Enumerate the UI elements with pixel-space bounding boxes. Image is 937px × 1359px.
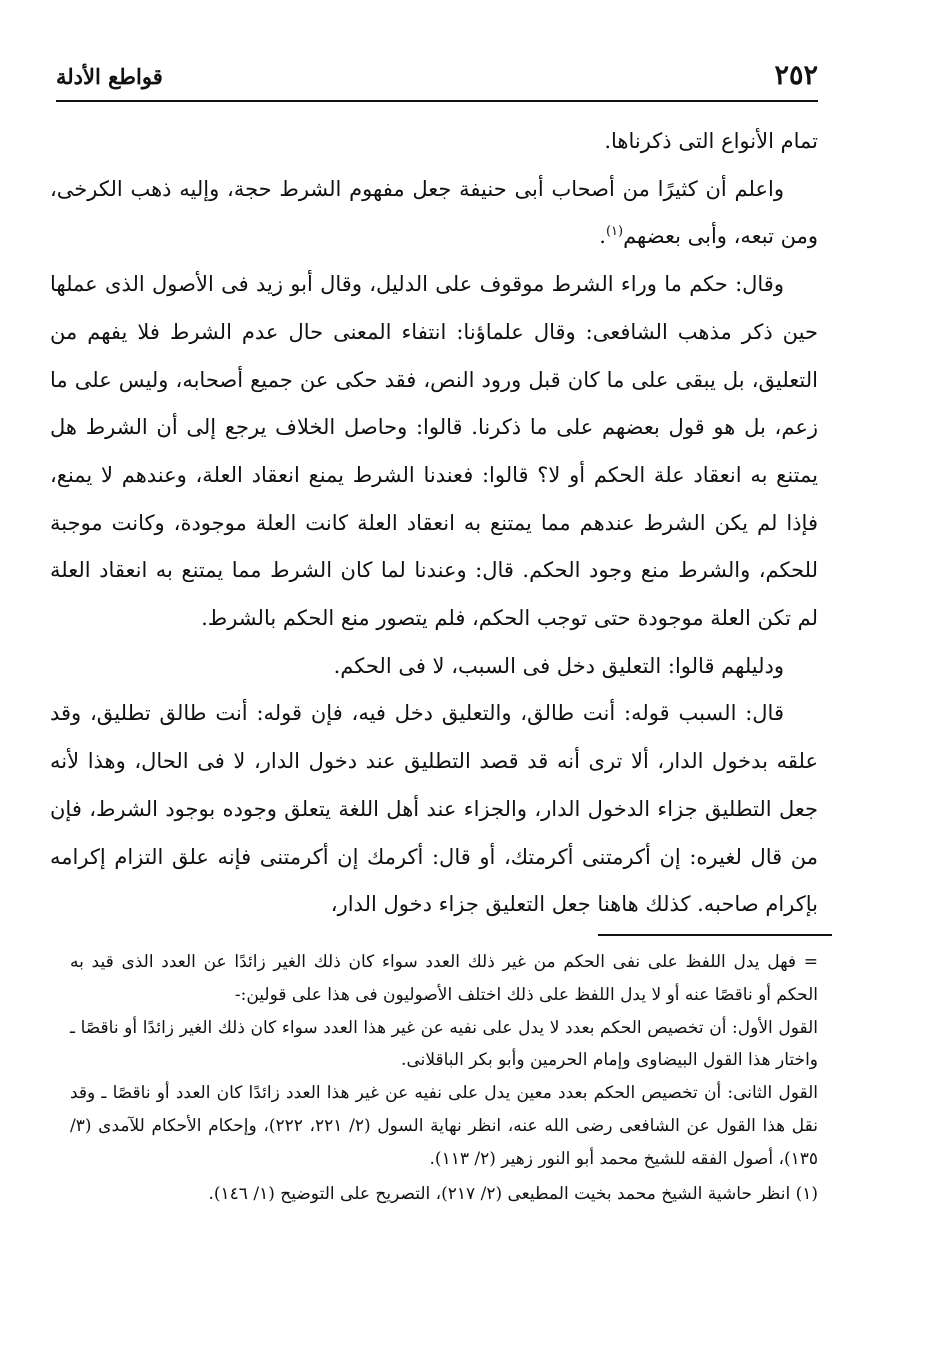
paragraph-5: قال: السبب قوله: أنت طالق، والتعليق دخل فيه، فإن قوله: أنت طالق تطليق، وقد علقه بدخول الدار، ألا ترى أنه قد قصد التطليق عند دخول الدار، لا فى الحال، وهذا لأنه جعل التطليق جزاء الدخول الدار، والجزاء عند أهل اللغة يتعلق وجوده بوجود الشرط، فإن من قال لغيره: إن أكرمتنى أكرمتك، أو قال: أكرمك إن أكرمتنى فإنه علق التزام إكرامه بإكرام صاحبه. كذلك هاهنا جعل التعليق جزاء دخول الدار، xyxy=(50,701,818,917)
paragraph-2-end: . xyxy=(599,224,606,249)
footnote-divider xyxy=(598,934,832,936)
paragraph-2-text: واعلم أن كثيرًا من أصحاب أبى حنيفة جعل مفهوم الشرط حجة، وإليه ذهب الكرخى، ومن تبعه، وأبى بعضهم xyxy=(50,176,818,249)
paragraph-4: ودليلهم قالوا: التعليق دخل فى السبب، لا فى الحكم. xyxy=(333,653,784,678)
paragraph-3: وقال: حكم ما وراء الشرط موقوف على الدليل، وقال أبو زيد فى الأصول الذى عملها حين ذكر مذهب الشافعى: وقال علماؤنا: انتفاء المعنى حال عدم الشرط فلا يفهم من التعليق، بل يبقى على ما كان قبل ورود النص، فقد حكى عن جميع أصحابه، وليس على ما زعم، بل هو قول بعضهم على ما ذكرنا. قالوا: وحاصل الخلاف يرجع إلى أن الشرط هل يمتنع به انعقاد علة الحكم أو لا؟ قالوا: فعندنا الشرط يمنع انعقاد العلة، وعندهم لا يمنع، فإذا لم يكن الشرط عندهم مما يمتنع به انعقاد العلة كانت العلة موجودة، وكانت موجبة للحكم، والشرط منع وجود الحكم. قال: وعندنا لما كان الشرط مما يمتنع به انعقاد العلة لم تكن العلة موجودة حتى توجب الحكم، فلم يتصور منع الحكم بالشرط. xyxy=(50,272,818,631)
paragraph-2 xyxy=(50,166,818,261)
running-header xyxy=(56,58,818,102)
footnote-first-opinion: القول الأول: أن تخصيص الحكم بعدد لا يدل على نفيه عن غير هذا العدد سواء كان ذلك الغير زائدًا أو ناقصًا ـ واختار هذا القول البيضاوى وإمام الحرمين وأبو بكر الباقلانى. xyxy=(70,1017,818,1071)
footnote-ref-1[interactable]: (١) xyxy=(605,224,624,240)
main-text xyxy=(50,118,818,929)
book-title: قواطع الأدلة xyxy=(56,64,163,89)
footnote-continued: = فهل يدل اللفظ على نفى الحكم من غير ذلك العدد سواء كان ذلك الغير زائدًا عن العدد الذى قيد به الحكم أو ناقصًا عنه أو لا يدل اللفظ على ذلك اختلف الأصوليون فى هذا على قولين:- xyxy=(70,952,818,1005)
footnote-second-opinion: القول الثانى: أن تخصيص الحكم بعدد معين يدل على نفيه عن غير هذا العدد زائدًا كان العدد أو ناقصًا ـ وقد نقل هذا القول عن الشافعى رضى الله عنه، انظر نهاية السول (٢/ ٢٢١، ٢٢٢)، وإحكام الأحكام للآمدى (٣/ ١٣٥)، أصول الفقه للشيخ محمد أبو النور زهير (٢/ ١١٣). xyxy=(70,1083,819,1169)
paragraph-1: تمام الأنواع التى ذكرناها. xyxy=(604,129,818,153)
footnotes xyxy=(70,946,818,1210)
footnote-1: (١) انظر حاشية الشيخ محمد بخيت المطيعى (٢/ ٢١٧)، التصريح على التوضيح (١/ ١٤٦). xyxy=(208,1183,818,1204)
page-number: ٢٥٢ xyxy=(774,60,818,91)
